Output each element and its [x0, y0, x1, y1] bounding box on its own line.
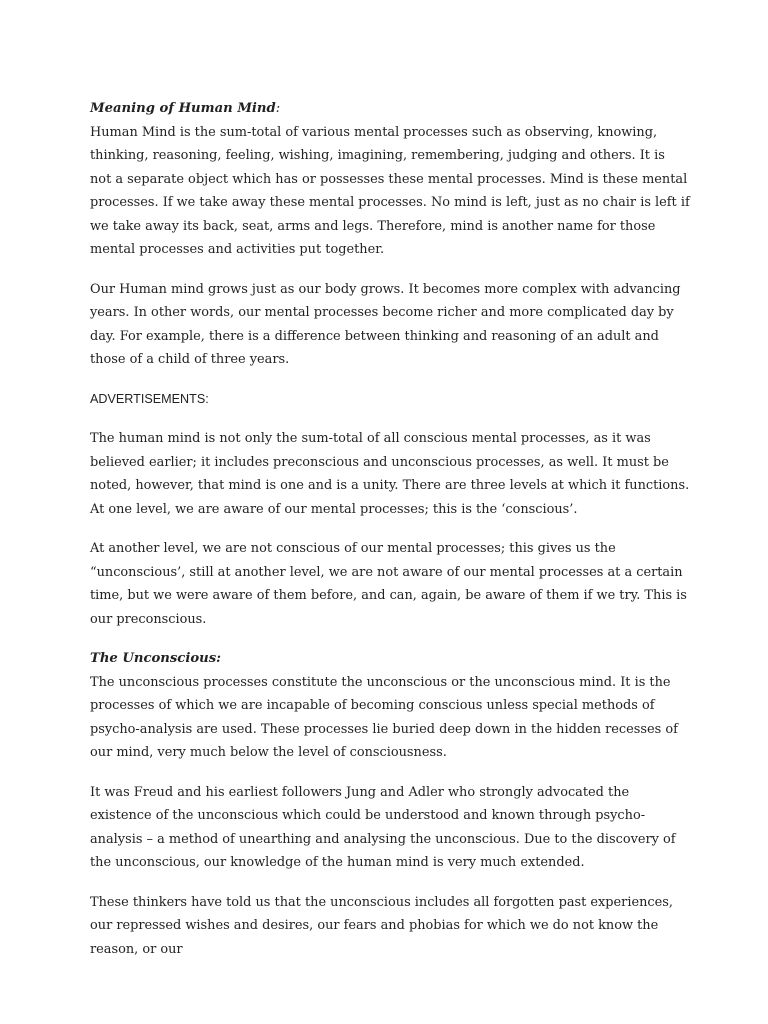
paragraph: These thinkers have told us that the unconscious includes all forgotten past experiences, our repressed wishes and desires, our fears and phobias for which we do not know the reason, or our: [90, 894, 673, 957]
paragraph: Human Mind is the sum-total of various mental processes such as observing, knowing, thinking, reasoning, feeling, wishing, imagining, remembering, judging and others. It is not a separate object which has or possesses these mental processes. Mind is these mental processes. If we take away these mental processes. No mind is left, just as no chair is left if we take away its back, seat, arms and legs. Therefore, mind is another name for those mental processes and activities put together.: [90, 124, 690, 257]
paragraph: Our Human mind grows just as our body grows. It becomes more complex with advancing years. In other words, our mental processes become richer and more complicated day by day. For example, there is a difference between thinking and reasoning of an adult and those of a child of three years.: [90, 281, 681, 367]
paragraph: The human mind is not only the sum-total of all conscious mental processes, as it was believed earlier; it includes preconscious and unconscious processes, as well. It must be noted, however, that mind is one and is a unity. There are three levels at which it functions. At one level, we are aware of our mental processes; this is the ‘conscious’.: [90, 431, 690, 517]
paragraph: At another level, we are not conscious of our mental processes; this gives us the “unconscious’, still at another level, we are not aware of our mental processes at a certain time, but we were aware of them before, and can, again, be aware of them if we try. This is our preconscious.: [90, 541, 687, 627]
section-heading-the-unconscious: The Unconscious:: [90, 651, 222, 666]
heading-colon: :: [275, 101, 281, 116]
paragraph: The unconscious processes constitute the unconscious or the unconscious mind. It is the processes of which we are incapable of becoming conscious unless special methods of psycho-analysis are used. These processes lie buried deep down in the hidden recesses of our mind, very much below the level of consciousness.: [90, 674, 678, 760]
document-page: [90, 97, 690, 961]
advertisements-label: ADVERTISEMENTS:: [90, 391, 209, 406]
paragraph: It was Freud and his earliest followers Jung and Adler who strongly advocated the existence of the unconscious which could be understood and known through psycho-analysis – a method of unearthing and analysing the unconscious. Due to the discovery of the unconscious, our knowledge of the human mind is very much extended.: [90, 784, 676, 870]
heading-text: Meaning of Human Mind: [90, 101, 276, 116]
section-heading-meaning-of-human-mind: [90, 97, 690, 121]
